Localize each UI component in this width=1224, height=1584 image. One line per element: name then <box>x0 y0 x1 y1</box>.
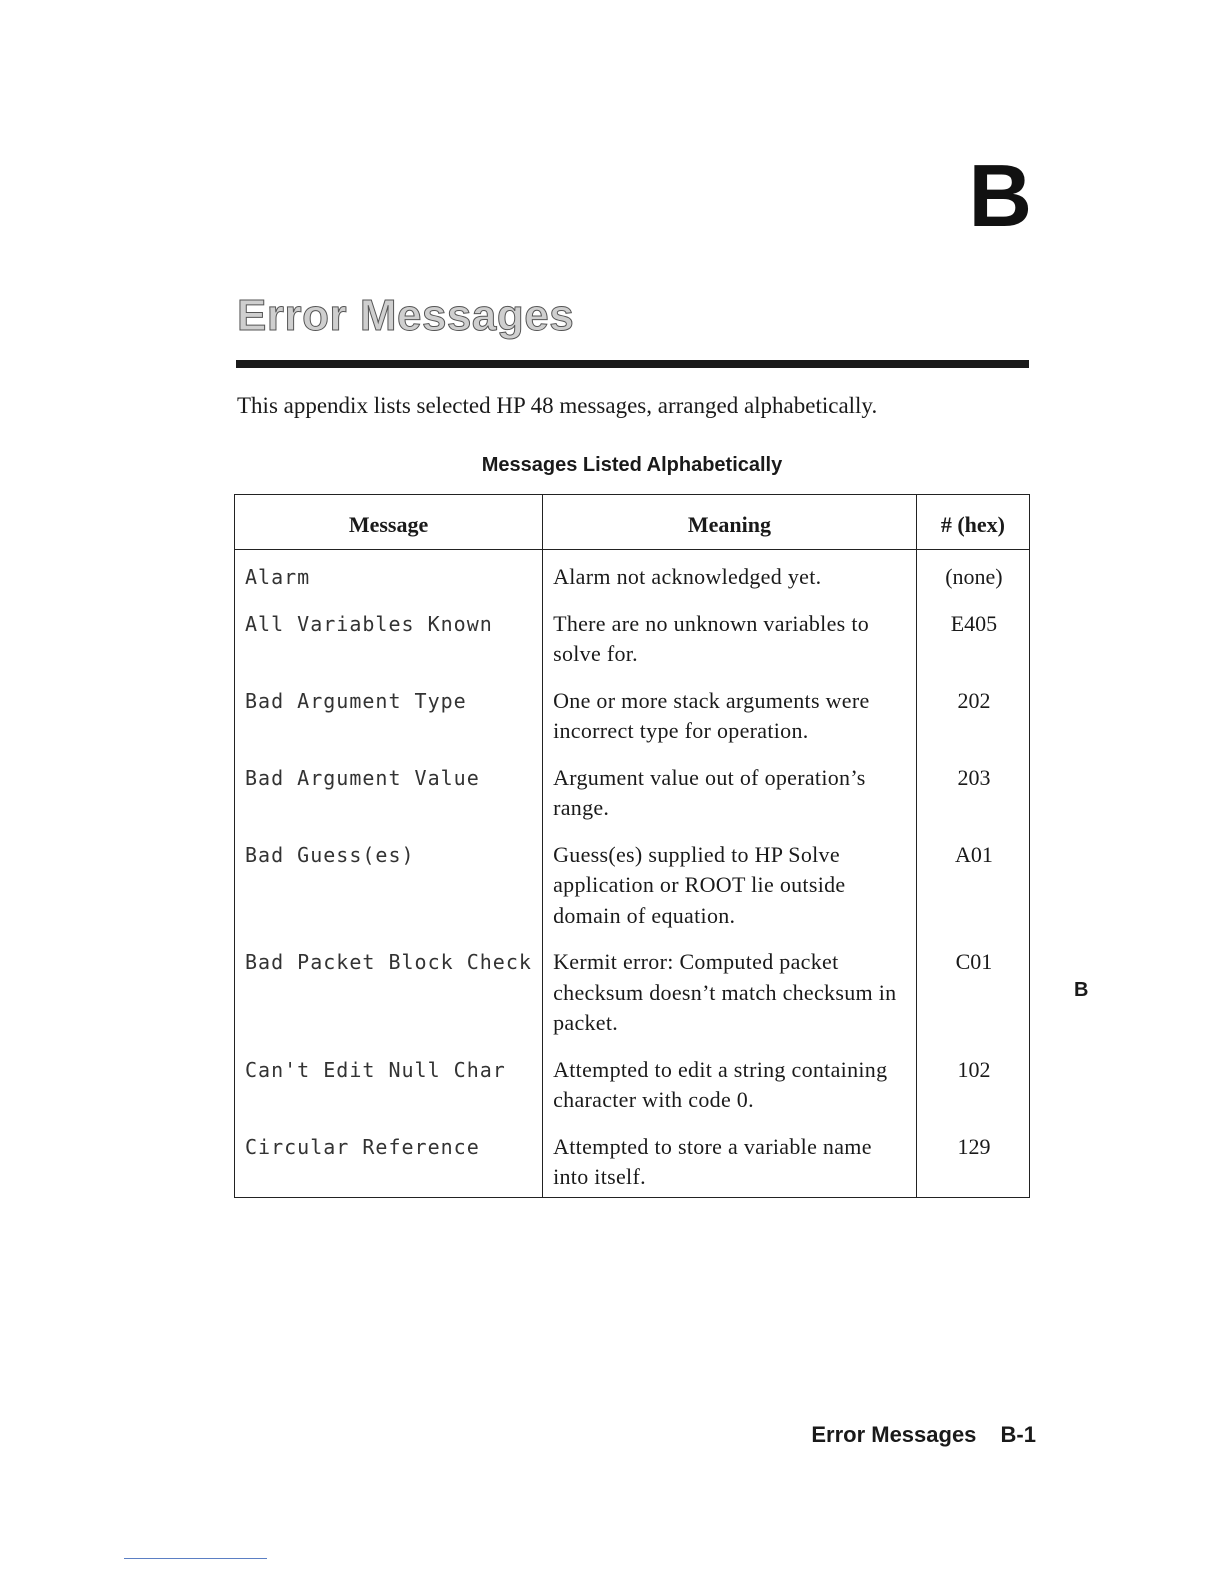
meaning-cell: Argument value out of operation’s range. <box>543 751 917 828</box>
table-row <box>235 1120 1030 1198</box>
message-cell: Can't Edit Null Char <box>235 1043 543 1120</box>
page-title: Error Messages <box>237 291 575 340</box>
bottom-divider <box>124 1558 267 1559</box>
hex-cell: 102 <box>916 1043 1029 1120</box>
header-meaning: Meaning <box>543 495 917 550</box>
table-caption: Messages Listed Alphabetically <box>481 454 783 476</box>
side-tab-letter: B <box>1074 979 1089 1001</box>
table-row <box>235 550 1030 597</box>
message-cell: Circular Reference <box>235 1120 543 1198</box>
hex-cell: 203 <box>916 751 1029 828</box>
meaning-cell: Guess(es) supplied to HP Solve application or ROOT lie outside domain of equation. <box>543 828 917 936</box>
table-row <box>235 935 1030 1043</box>
messages-table <box>234 494 1030 1198</box>
header-message: Message <box>235 495 543 550</box>
table-header-row <box>235 495 1030 550</box>
meaning-cell: One or more stack arguments were incorrect type for operation. <box>543 674 917 751</box>
page-footer <box>760 1422 1036 1448</box>
table-row <box>235 674 1030 751</box>
hex-cell: C01 <box>916 935 1029 1043</box>
message-cell: Bad Argument Type <box>235 674 543 751</box>
message-cell: Bad Argument Value <box>235 751 543 828</box>
intro-paragraph: This appendix lists selected HP 48 messages, arranged alphabetically. <box>237 393 878 418</box>
chapter-letter: B <box>968 146 1032 245</box>
meaning-cell: Alarm not acknowledged yet. <box>543 550 917 597</box>
meaning-cell: Attempted to store a variable name into itself. <box>543 1120 917 1198</box>
hex-cell: E405 <box>916 597 1029 674</box>
table-row <box>235 597 1030 674</box>
hex-cell: 202 <box>916 674 1029 751</box>
hex-cell: (none) <box>916 550 1029 597</box>
title-rule <box>236 360 1029 368</box>
table-row <box>235 828 1030 936</box>
meaning-cell: There are no unknown variables to solve for. <box>543 597 917 674</box>
message-cell: Bad Packet Block Check <box>235 935 543 1043</box>
message-cell: Alarm <box>235 550 543 597</box>
meaning-cell: Attempted to edit a string containing character with code 0. <box>543 1043 917 1120</box>
footer-page-number: B-1 <box>1000 1422 1036 1447</box>
message-cell: All Variables Known <box>235 597 543 674</box>
meaning-cell: Kermit error: Computed packet checksum doesn’t match checksum in packet. <box>543 935 917 1043</box>
header-hex: # (hex) <box>916 495 1029 550</box>
table-row <box>235 1043 1030 1120</box>
table-row <box>235 751 1030 828</box>
hex-cell: 129 <box>916 1120 1029 1198</box>
footer-section-title: Error Messages <box>811 1422 977 1447</box>
message-cell: Bad Guess(es) <box>235 828 543 936</box>
hex-cell: A01 <box>916 828 1029 936</box>
